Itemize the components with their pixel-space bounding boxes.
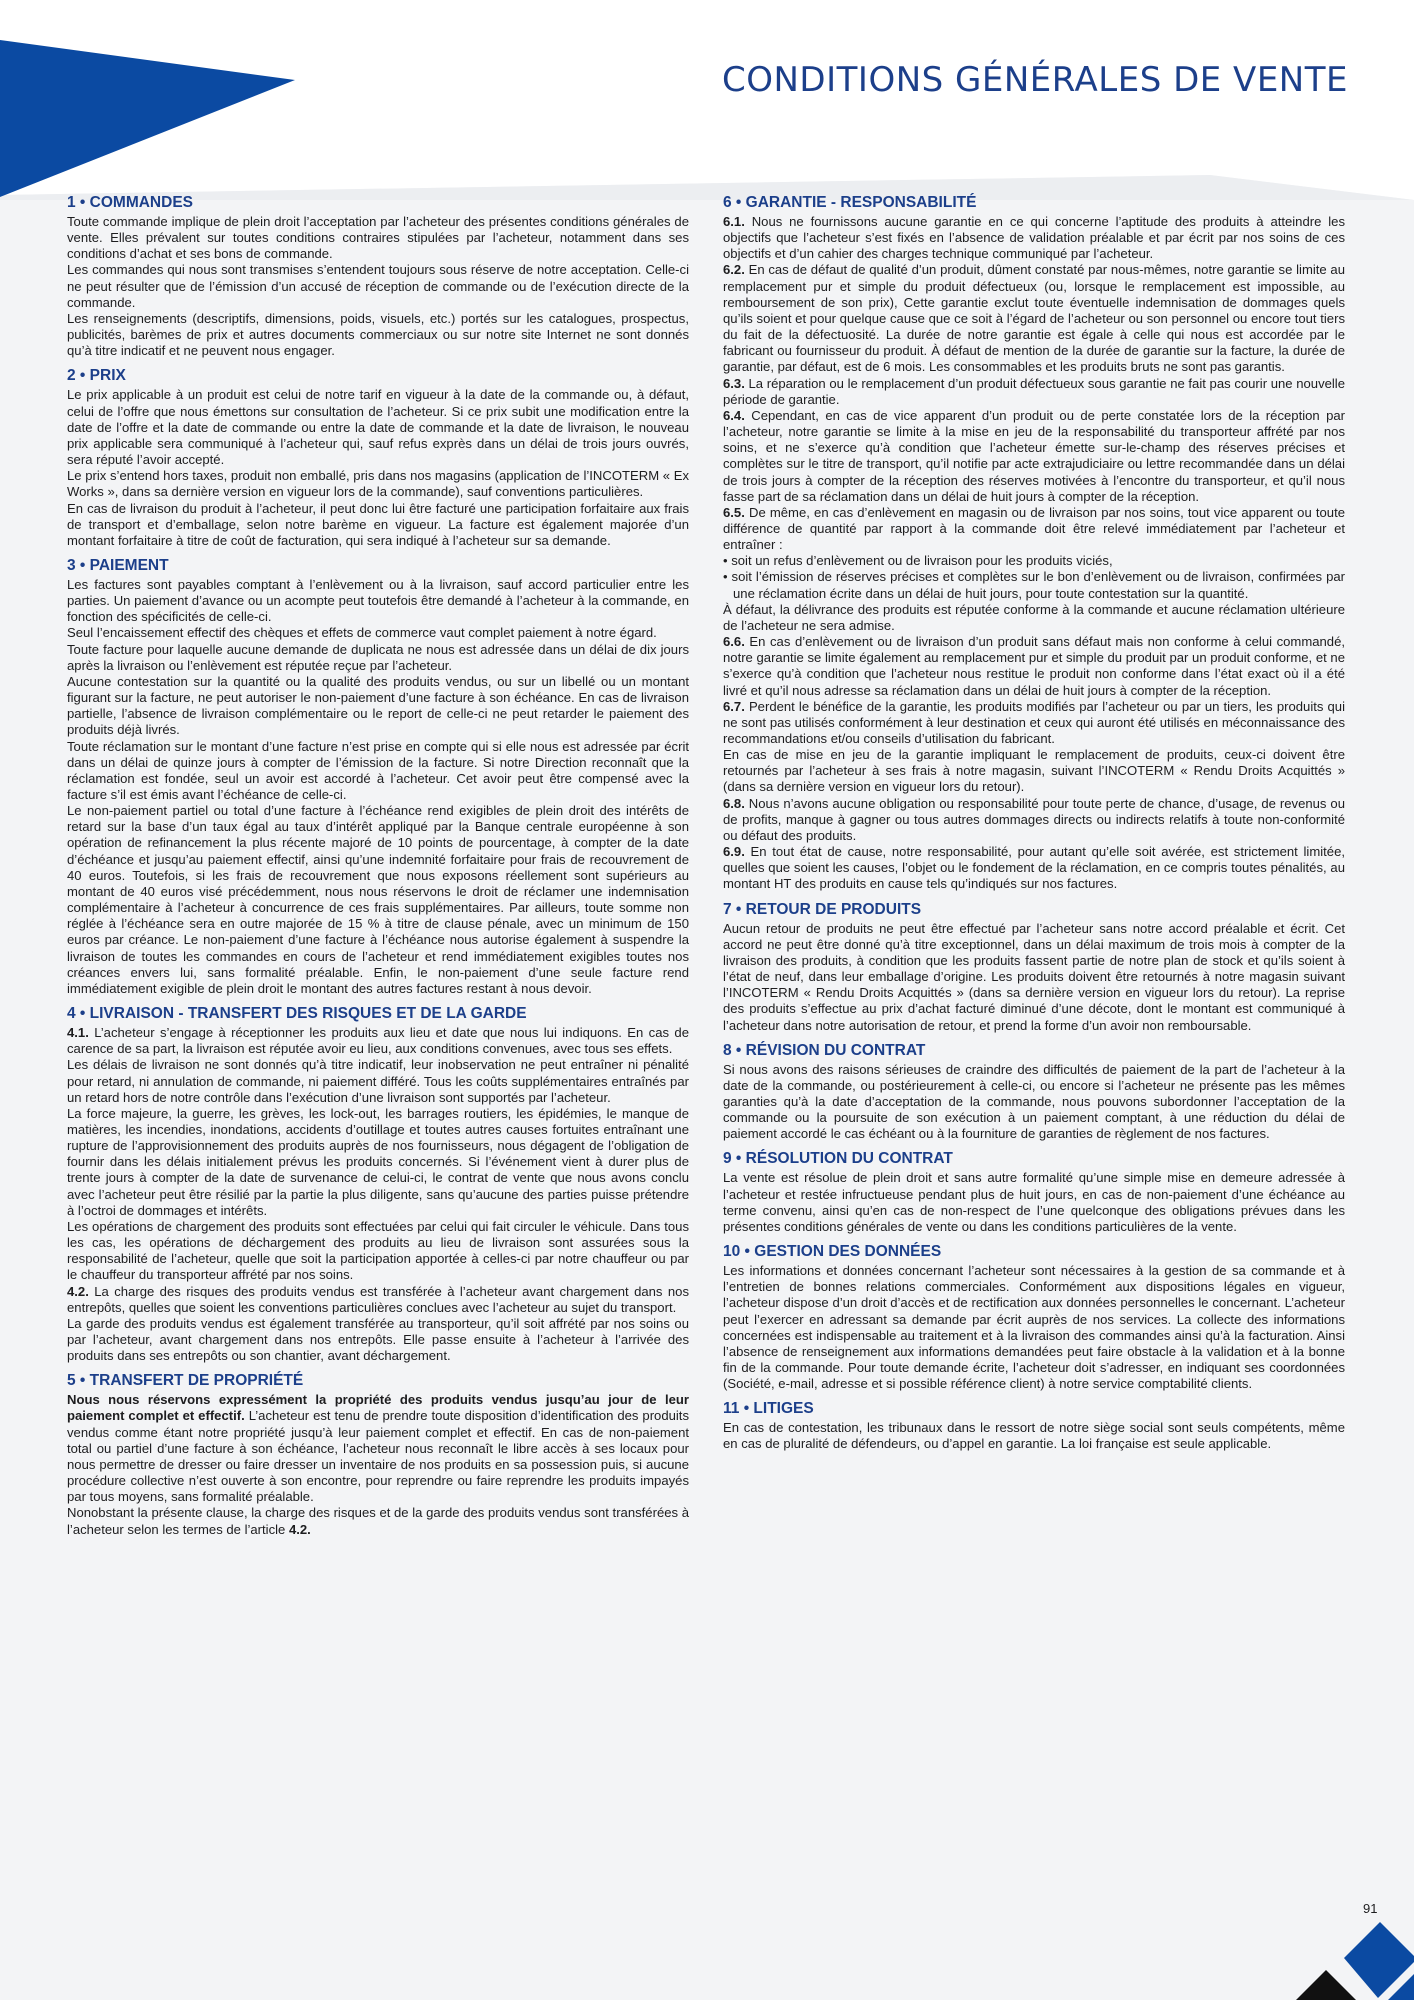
section-transfert-propriete	[67, 1371, 689, 1537]
page-number: 91	[1363, 1901, 1378, 1916]
bullet-list	[723, 553, 1345, 601]
section-title: 5 • TRANSFERT DE PROPRIÉTÉ	[67, 1372, 304, 1390]
paragraph: 6.7. Perdent le bénéfice de la garantie, les produits modifiés par l’acheteur ou par un tiers, les produits qui ne sont pas utilisés conformément à leur destination et ceux qui auront été utilisés en méconnaissance des recommandations et/ou conseils d’utilisation du fabricant.	[723, 698, 1345, 746]
paragraph: Toute commande implique de plein droit l’acceptation par l’acheteur des présentes conditions générales de vente. Elles prévalent sur toutes conditions contraires stipulées par l’acheteur, notamment dans ses conditions d’achat et ses bons de commande.	[67, 214, 689, 262]
paragraph: Les délais de livraison ne sont donnés qu’à titre indicatif, leur inobservation ne peut entraîner ni pénalité pour retard, ni annulation de commande, ni paiement différé. Tous les coûts supplémentaires entraînés par un retard hors de notre contrôle dans l’exécution d’une livraison sont supportés par l’acheteur.	[67, 1057, 689, 1105]
list-item: • soit un refus d’enlèvement ou de livraison pour les produits viciés,	[723, 553, 1113, 569]
list-item: • soit l’émission de réserves précises et complètes sur le bon d’enlèvement ou de livraison, confirmées par une réclamation écrite dans un délai de huit jours, pour toute contestation sur la quantité.	[723, 569, 1345, 601]
section-resolution-contrat	[723, 1149, 1345, 1235]
right-column	[723, 193, 1345, 1460]
paragraph: La garde des produits vendus est également transférée au transporteur, qu’il soit affrété par nos soins ou par l’acheteur, avant chargement dans nos entrepôts. Elle passe ensuite à l’acheteur à l’arrivée des produits dans ses entrepôts ou son chantier, avant déchargement.	[67, 1315, 689, 1364]
page-title: CONDITIONS GÉNÉRALES DE VENTE	[722, 60, 1348, 100]
header-decoration	[0, 0, 1414, 200]
paragraph: En cas de livraison du produit à l’acheteur, il peut donc lui être facturé une participation forfaitaire aux frais de transport et d’emballage, selon notre barème en vigueur. La facture est également majorée d’un montant forfaitaire à titre de coût de facturation, qui sera indiqué à l’acheteur sur sa demande.	[67, 500, 689, 548]
paragraph: Les commandes qui nous sont transmises s’entendent toujours sous réserve de notre acceptation. Celle-ci ne peut résulter que de l’émission d’un accusé de réception de commande ou de l’exécution directe de la commande.	[67, 262, 689, 310]
section-title: 6 • GARANTIE - RESPONSABILITÉ	[723, 194, 977, 211]
section-paiement	[67, 556, 689, 997]
section-litiges	[723, 1399, 1345, 1452]
paragraph: Les factures sont payables comptant à l’enlèvement ou à la livraison, sauf accord particulier entre les parties. Un paiement d’avance ou un acompte peut toutefois être demandé à l’acheteur à la commande, en fonction des spécificités de celle-ci.	[67, 576, 689, 625]
paragraph: Le prix applicable à un produit est celui de notre tarif en vigueur à la date de la commande ou, à défaut, celui de l’offre que nous émettons sur consultation de l’acheteur. Si ce prix subit une modification entre la date de l’offre et la date de commande ou entre la date de commande et la date de livraison, le nouveau prix applicable sera communiqué à l’acheteur qui, sauf refus exprès dans un délai de trois jours ouvrés, sera réputé l’avoir accepté.	[67, 387, 689, 468]
section-title: 2 • PRIX	[67, 367, 126, 385]
paragraph: 6.1. Nous ne fournissons aucune garantie en ce qui concerne l’aptitude des produits à atteindre les objectifs que l’acheteur s’est fixés en l’absence de validation préalable et par écrit par nos soins de ces objectifs et d’un cahier des charges technique communiqué par l’acheteur.	[723, 214, 1345, 262]
section-title: 8 • RÉVISION DU CONTRAT	[723, 1041, 926, 1059]
paragraph: 6.6. En cas d’enlèvement ou de livraison d’un produit sans défaut mais non conforme à celui commandé, notre garantie se limite également au remplacement pur et simple du produit par un produit conforme, et ne s’exerce qu’à condition que l’acheteur nous restitue le produit non conforme dans l’état exact où il a été livré et qu’il nous adresse sa réclamation dans un délai de huit jours à compter de la réception.	[723, 634, 1345, 698]
section-commandes	[67, 193, 689, 359]
paragraph: Les renseignements (descriptifs, dimensions, poids, visuels, etc.) portés sur les catalogues, prospectus, publicités, barèmes de prix et autres documents commerciaux ou sur notre site Internet ne sont donnés qu’à titre indicatif et ne peuvent nous engager.	[67, 310, 689, 359]
paragraph: 4.1. L’acheteur s’engage à réceptionner les produits aux lieu et date que nous lui indiquons. En cas de carence de sa part, la livraison est réputée avoir eu lieu, aux conditions convenues, avec tous ses effets.	[67, 1025, 689, 1057]
paragraph: Toute réclamation sur le montant d’une facture n’est prise en compte qui si elle nous est adressée par écrit dans un délai de quinze jours à compter de l’émission de la facture. Si notre Direction reconnaît que la réclamation est fondée, seul un avoir est accordé à l’acheteur. Cet avoir peut être compensé avec la facture s’il est émis avant l’échéance de celle-ci.	[67, 738, 689, 802]
paragraph: 6.2. En cas de défaut de qualité d’un produit, dûment constaté par nous-mêmes, notre garantie se limite au remplacement pur et simple du produit défectueux (ou, lorsque le remplacement est impossible, au remboursement de son prix), Cette garantie exclut toute éventuelle indemnisation de dommages quels qu’ils soient et pour quelque cause que ce soit à l’égard de l’acheteur ou son personnel ou encore tout tiers du fait de la défectuosité. La durée de notre garantie est égale à celle qui nous est accordée par le fabricant ou fournisseur du produit. À défaut de mention de la durée de garantie sur la facture, la durée de garantie, par défaut, est de 6 mois. Les consommables et les produits bruts ne sont pas garantis.	[723, 262, 1345, 375]
paragraph: 6.8. Nous n’avons aucune obligation ou responsabilité pour toute perte de chance, d’usage, de revenus ou de profits, manque à gagner ou tous autres dommages directs ou indirects relatifs à toute non-conformité ou défaut des produits.	[723, 795, 1345, 843]
paragraph: Le non-paiement partiel ou total d’une facture à l’échéance rend exigibles de plein droit des intérêts de retard sur la base d’un taux égal au taux d’intérêt appliqué par la Banque centrale européenne à son opération de refinancement la plus récente majoré de 10 points de pourcentage, à compter de la date d’échéance et jusqu’au paiement effectif, ainsi qu’une indemnité forfaitaire pour frais de recouvrement de 40 euros. Toutefois, si les frais de recouvrement que nous exposons réellement sont supérieurs au montant de 40 euros visé précédemment, nous nous réservons le droit de réclamer une indemnisation complémentaire à l’acheteur à concurrence de ces frais supplémentaires. Par ailleurs, toute somme non réglée à l’échéance sera en outre majorée de 15 % à titre de clause pénale, avec un minimum de 150 euros par créance. Le non-paiement d’une facture à l’échéance nous autorise également à suspendre la livraison de toutes les commandes en cours de l’acheteur et rend immédiatement exigibles toutes nos créances envers lui, sans formalité préalable. Enfin, le non-paiement d’une seule facture rend immédiatement exigible de plein droit le montant des autres factures restant à nous devoir.	[67, 803, 689, 996]
section-gestion-donnees	[723, 1242, 1345, 1392]
section-title: 1 • COMMANDES	[67, 194, 193, 211]
section-title: 9 • RÉSOLUTION DU CONTRAT	[723, 1150, 953, 1168]
section-title: 3 • PAIEMENT	[67, 556, 169, 574]
paragraph: À défaut, la délivrance des produits est réputée conforme à la commande et aucune réclamation ultérieure de l’acheteur ne sera admise.	[723, 601, 1345, 633]
paragraph: La vente est résolue de plein droit et sans autre formalité qu’une simple mise en demeure adressée à l’acheteur et restée infructueuse pendant plus de huit jours, en cas de non-paiement d’une échéance au terme convenu, ainsi qu’en cas de non-respect de l’une quelconque des obligations prévues dans les présentes conditions générales de vente ou dans les conditions particulières de la vente.	[723, 1170, 1345, 1234]
section-title: 10 • GESTION DES DONNÉES	[723, 1243, 942, 1261]
section-livraison	[67, 1004, 689, 1364]
section-retour-produits	[723, 900, 1345, 1034]
paragraph: Toute facture pour laquelle aucune demande de duplicata ne nous est adressée dans un délai de dix jours après la livraison ou l’enlèvement est réputée reçue par l’acheteur.	[67, 641, 689, 673]
paragraph: 6.5. De même, en cas d’enlèvement en magasin ou de livraison par nos soins, tout vice apparent ou toute différence de quantité par rapport à la commande doit être relevé immédiatement par l’acheteur et entraîner :	[723, 504, 1345, 553]
left-column	[67, 193, 689, 1545]
section-title: 7 • RETOUR DE PRODUITS	[723, 900, 922, 918]
section-garantie	[723, 193, 1345, 893]
paragraph: Nous nous réservons expressément la propriété des produits vendus jusqu’au jour de leur paiement complet et effectif. L’acheteur est tenu de prendre toute disposition d’identification des produits vendus comme étant notre propriété jusqu’à leur paiement complet et effectif. En cas de non-paiement total ou partiel d’une facture à son échéance, l’acheteur nous reconnaît le libre accès à ses locaux pour nous permettre de dresser ou faire dresser un inventaire de nos produits en sa possession puis, si aucune procédure collective n’est ouverte à son encontre, pour reprendre ou faire reprendre les produits impayés par tous moyens, sans formalité préalable.	[67, 1392, 689, 1505]
paragraph: En cas de mise en jeu de la garantie impliquant le remplacement de produits, ceux-ci doivent être retournés par l’acheteur à ses frais à notre magasin, suivant l’INCOTERM « Rendu Droits Acquittés » (dans sa dernière version en vigueur lors du retour).	[723, 747, 1345, 795]
section-revision-contrat	[723, 1041, 1345, 1143]
section-title: 4 • LIVRAISON - TRANSFERT DES RISQUES ET DE LA GARDE	[67, 1005, 527, 1023]
paragraph: La force majeure, la guerre, les grèves, les lock-out, les barrages routiers, les épidémies, le manque de matières, les incendies, inondations, accidents d’outillage et toutes autres causes fortuites entraînant une rupture de l’approvisionnement des produits auprès de nos fournisseurs, nous dégagent de l’obligation de fournir dans les délais initialement prévus les produits concernés. Si l’événement vient à durer plus de trente jours à compter de la date de survenance de celui-ci, le contrat de vente que nous avons conclu avec l’acheteur peut être résilié par la partie la plus diligente, sans qu’aucune des parties puisse prétendre à l’octroi de dommages et intérêts.	[67, 1105, 689, 1218]
paragraph: 4.2. La charge des risques des produits vendus est transférée à l’acheteur avant chargement dans nos entrepôts, quelles que soient les conventions particulières conclues avec l’acheteur au sujet du transport.	[67, 1283, 689, 1315]
paragraph: Aucune contestation sur la quantité ou la qualité des produits vendus, ou sur un libellé ou un montant figurant sur la facture, ne peut autoriser le non-paiement d’une facture à son échéance. En cas de livraison partielle, l’absence de livraison complémentaire ou le report de celle-ci ne peut retarder le paiement des produits déjà livrés.	[67, 673, 689, 738]
paragraph: En cas de contestation, les tribunaux dans le ressort de notre siège social sont seuls compétents, même en cas de pluralité de défendeurs, ou d’appel en garantie. La loi française est seule applicable.	[723, 1420, 1345, 1452]
section-prix	[67, 366, 689, 549]
paragraph: Nonobstant la présente clause, la charge des risques et de la garde des produits vendus sont transférées à l’acheteur selon les termes de l’article 4.2.	[67, 1505, 689, 1537]
paragraph: Les opérations de chargement des produits sont effectuées par celui qui fait circuler le véhicule. Dans tous les cas, les opérations de déchargement des produits au lieu de livraison sont assurées sous la responsabilité de l’acheteur, quelle que soit la participation apportée à celles-ci par notre chauffeur ou par le chauffeur du transporteur affrété par nos soins.	[67, 1218, 689, 1283]
paragraph: Le prix s’entend hors taxes, produit non emballé, pris dans nos magasins (application de l’INCOTERM « Ex Works », dans sa dernière version en vigueur lors de la commande), sauf conventions particulières.	[67, 468, 689, 500]
paragraph: Seul l’encaissement effectif des chèques et effets de commerce vaut complet paiement à notre égard.	[67, 625, 657, 641]
paragraph: 6.3. La réparation ou le remplacement d’un produit défectueux sous garantie ne fait pas courir une nouvelle période de garantie.	[723, 375, 1345, 407]
paragraph: Si nous avons des raisons sérieuses de craindre des difficultés de paiement de la part de l’acheteur à la date de la commande, ou postérieurement à celle-ci, ou encore si l’acheteur ne présente pas les mêmes garanties qu’à la date d’acceptation de la commande, nous pouvons subordonner l’acceptation de la commande ou la poursuite de son exécution à un paiement comptant, à une réduction du délai de paiement accordé le cas échéant ou à la fourniture de garanties de règlement de nos factures.	[723, 1061, 1345, 1142]
section-title: 11 • LITIGES	[723, 1400, 814, 1418]
paragraph: 6.9. En tout état de cause, notre responsabilité, pour autant qu’elle soit avérée, est strictement limitée, quelles que soient les causes, l’objet ou le fondement de la réclamation, en ce compris toutes pénalités, au montant HT des produits en cause tels qu’indiqués sur nos factures.	[723, 844, 1345, 892]
paragraph: Les informations et données concernant l’acheteur sont nécessaires à la gestion de sa commande et à l’entretien de bonnes relations commerciales. Conformément aux dispositions légales en vigueur, l’acheteur dispose d’un droit d’accès et de rectification aux données personnelles le concernant. L’acheteur peut l’exercer en adressant sa demande par écrit auprès de nos services. La collecte des informations concernées est indispensable au traitement et à la livraison des commandes ainsi qu’à la facturation. Ainsi l’absence de renseignement aux informations demandées peut faire obstacle à la validation et à la bonne fin de la commande. Pour toute demande écrite, l’acheteur doit s’adresser, en indiquant ses coordonnées (Société, e-mail, adresse et si possible référence client) à notre service comptabilité clients.	[723, 1263, 1345, 1392]
corner-decoration	[1296, 1922, 1414, 2000]
paragraph: Aucun retour de produits ne peut être effectué par l’acheteur sans notre accord préalable et écrit. Cet accord ne peut être donné qu’à titre exceptionnel, dans un délai maximum de trois mois à compter de la livraison des produits, à condition que les produits fassent partie de notre plan de stock et qu’ils soient à l’état de neuf, dans leur emballage d’origine. Les produits doivent être retournés à notre magasin suivant l’INCOTERM « Rendu Droits Acquittés » (dans sa dernière version en vigueur lors du retour). La reprise des produits s’effectue au prix d’achat facturé diminué d’une décote, dont le montant est communiqué à l’acheteur dans notre autorisation de retour, et prend la forme d’un avoir non remboursable.	[723, 920, 1345, 1033]
paragraph: 6.4. Cependant, en cas de vice apparent d’un produit ou de perte constatée lors de la réception par l’acheteur, notre garantie se limite à la mise en jeu de la responsabilité du transporteur affrété par nos soins, et ne s’exerce qu’à condition que l’acheteur émette sur-le-champ des réserves précises et complètes sur le titre de transport, qu’il notifie par acte extrajudiciaire ou lettre recommandée dans un délai de trois jours à compter de la réception des réserves motivées à l’encontre du transporteur, et qu’il nous fasse part de sa réclamation dans un délai de huit jours à compter de la réception.	[723, 407, 1345, 504]
